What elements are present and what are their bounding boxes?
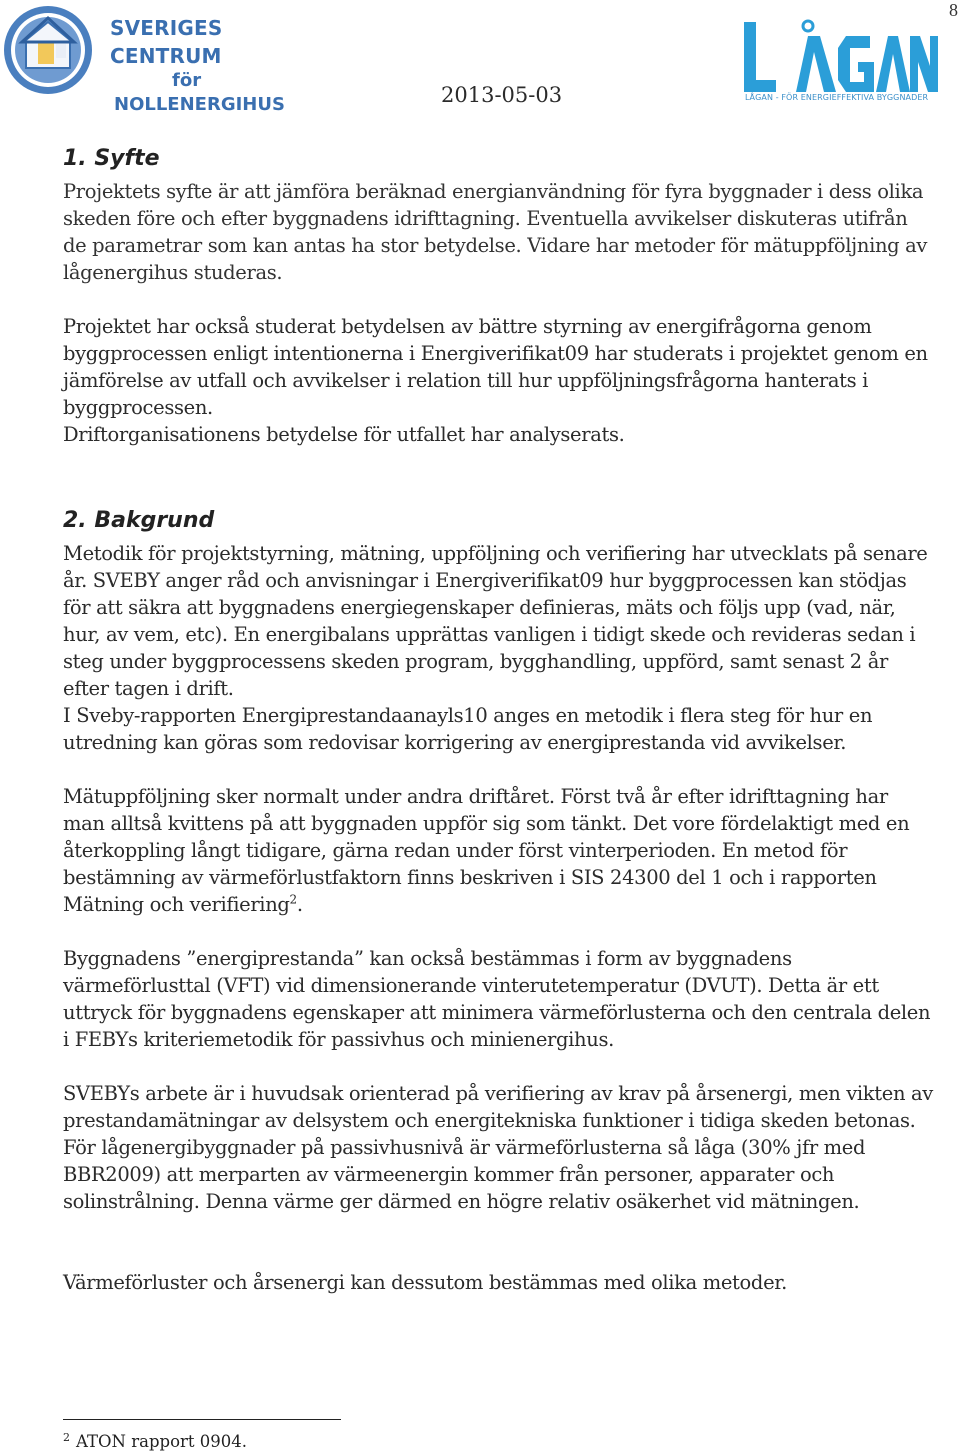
paragraph: Projektets syfte är att jämföra beräknad energianvändning för fyra byggnader i dess olika skeden före och efter byggnadens idrifttagning. Eventuella avvikelser diskuteras utifrån de parametrar som kan antas ha stor betydelse. Vidare har metoder för mätuppföljning av lågenergihus studeras. [63,180,928,284]
lagan-caption: LÅGAN - FÖR ENERGIEFFEKTIVA BYGGNADER [745,93,929,102]
paragraph: I Sveby-rapporten Energiprestandaanayls10 anges en metodik i flera steg för hur en utredning kan göras som redovisar korrigering av energiprestanda vid avvikelser. [63,704,873,754]
paragraph: Byggnadens ”energiprestanda” kan också bestämmas i form av byggnadens värmeförlusttal (VFT) vid dimensionerande vinterutetemperatur (DVUT). Detta är ett uttryck för byggnadens egenskaper att minimera värmeförlusterna och den centrala delen i FEBYs kriteriemetodik för passivhus och minienergihus. [63,947,931,1051]
house-logo-icon [2,4,98,96]
logo-line-1: SVERIGES CENTRUM [110,16,223,68]
footnote-reference: 2 [289,892,297,907]
paragraph: Projektet har också studerat betydelsen av bättre styrning av energifrågorna genom byggprocessen enligt intentionerna i Energiverifikat09 har studerats i projektet genom en jämförelse av utfall och avvikelser i relation till hur uppföljningsfrågorna hanterats i byggprocessen. [63,315,928,419]
paragraph-period: . [296,893,303,916]
lagan-wordmark-icon [740,18,940,94]
document-body [63,140,933,1296]
logo-line-2: för [172,70,202,91]
document-date: 2013-05-03 [441,83,563,107]
paragraph [63,783,933,918]
section-heading-syfte: 1. Syfte [63,146,160,171]
paragraph-text: Mätuppföljning sker normalt under andra driftåret. Först två år efter idrifttagning har man alltså kvittens på att byggnaden uppför sig som tänkt. Det vore fördelaktigt med en återkoppling långt tidigare, gärna redan under först vinterperioden. En metod för bestämning av värmeförlustfaktorn finns beskriven i SIS 24300 del 1 och i rapporten Mätning och verifiering [63,785,910,916]
page-number: 8 [949,0,958,20]
section-heading-bakgrund: 2. Bakgrund [63,508,215,533]
footnote-text: ATON rapport 0904. [76,1432,248,1451]
paragraph: Värmeförluster och årsenergi kan dessutom bestämmas med olika metoder. [63,1271,787,1294]
paragraph: Metodik för projektstyrning, mätning, uppföljning och verifiering har utvecklats på senare år. SVEBY anger råd och anvisningar i Energiverifikat09 hur byggprocessen kan stödjas för att säkra att byggnadens energiegenskaper definieras, mäts och följs upp (vad, när, hur, av vem, etc). En energibalans upprättas vanligen i tidigt skede och revideras sedan i steg under byggprocessens skeden program, bygghandling, uppförd, samt senast 2 år efter tagen i drift. [63,542,928,700]
paragraph: SVEBYs arbete är i huvudsak orienterad på verifiering av krav på årsenergi, men vikten av prestandamätningar av delsystem och energitekniska funktioner i tidiga skeden betonas. För lågenergibyggnader på passivhusnivå är värmeförlusterna så låga (30% jfr med BBR2009) att merparten av värmeenergin kommer från personer, apparater och solinstrålning. Denna värme ger därmed en högre relativ osäkerhet vid mätningen. [63,1082,933,1213]
footnote-divider [63,1419,341,1420]
footnote [63,1431,247,1453]
logo-line-3: NOLLENERGIHUS [114,94,285,115]
paragraph: Driftorganisationens betydelse för utfallet har analyserats. [63,423,625,446]
sveriges-centrum-logo [2,4,285,115]
footnote-marker: 2 [63,1430,70,1444]
